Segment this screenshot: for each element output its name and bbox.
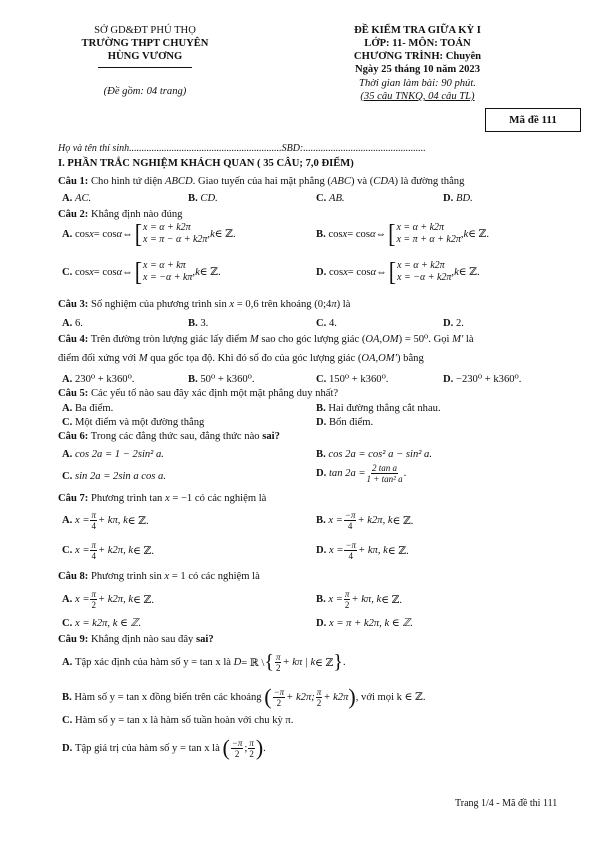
q6-option-b[interactable]: B. cos 2a = cos² a − sin² a.	[316, 449, 433, 460]
q8-option-c[interactable]: C. x = k2π, k ∈ ℤ.	[62, 618, 142, 629]
q9-d-text: Tập giá trị của hàm số y = tan x là	[74, 742, 220, 754]
question-4-line1: Câu 4: Trên đường tròn lượng giác lấy điểm M sao cho góc lượng giác (OA,OM) = 50⁰. Gọi M′ là	[58, 334, 474, 345]
q3-option-c[interactable]: C. 4.	[316, 318, 337, 329]
question-4-line2: điểm đối xứng với M qua gốc tọa độ. Khi đó số đo của góc lượng giác (OA,OM′) bằng	[58, 353, 424, 364]
question-5	[58, 388, 338, 399]
question-1: Câu 1: Cho hình tứ diện ABCD. Giao tuyến của hai mặt phẳng (ABC) và (CDA) là đường thẳng	[58, 176, 465, 187]
q8-option-a[interactable]: A. x = $\frac{\pi}{2}$ + k2π, k ∈ ℤ.	[62, 589, 154, 610]
q6-option-c[interactable]: C. sin 2a = 2sin a cos a.	[62, 471, 166, 482]
q3-option-b[interactable]: B. 3.	[188, 318, 209, 329]
question-count: (35 câu TNKQ, 04 câu TL)	[360, 91, 475, 102]
student-info-line: Họ và tên thí sinh.............................................................SBD:.................................................	[58, 143, 426, 154]
pages-note: (Đề gồm: 04 trang)	[103, 86, 187, 97]
q7-option-a[interactable]: A. x = $\frac{\pi}{4}$ + kπ, k ∈ ℤ.	[62, 510, 149, 531]
q2-label: Câu 2:	[58, 209, 89, 220]
q5-option-c[interactable]: C. Một điểm và một đường thẳng	[62, 417, 205, 428]
q9-label: Câu 9:	[58, 634, 89, 645]
q6-option-d[interactable]: D. tan 2a = $\frac{\text{2 tan a}}{\text{1 + tan² a}}$ .	[316, 463, 407, 484]
question-7: Câu 7: Phương trình tan x = −1 có các nghiệm là	[58, 493, 267, 504]
q6-label: Câu 6:	[58, 431, 89, 442]
q5-option-d[interactable]: D. Bốn điểm.	[316, 417, 374, 428]
q3-option-d[interactable]: D. 2.	[443, 318, 464, 329]
q1-option-b[interactable]: B. CD.	[188, 193, 218, 204]
school-name-line1: TRƯỜNG THPT CHUYÊN	[81, 38, 209, 49]
department-name: SỞ GD&ĐT PHÚ THỌ	[94, 25, 196, 36]
school-name-line2: HÙNG VƯƠNG	[107, 51, 183, 62]
question-8: Câu 8: Phương trình sin x = 1 có các nghiệm là	[58, 571, 260, 582]
q9-option-a[interactable]: A. Tập xác định của hàm số y = tan x là D = ℝ \ { $\frac{\pi}{2}$ + kπ | k ∈ ℤ } .	[62, 651, 346, 673]
q1-option-c[interactable]: C. AB.	[316, 193, 345, 204]
q7-option-b[interactable]: B. x = $\frac{-\pi}{4}$ + k2π, k ∈ ℤ.	[316, 510, 414, 531]
q9-option-b[interactable]: B. Hàm số y = tan x đồng biến trên các khoảng ( $\frac{-\pi}{2}$ + k2π; $\frac{\pi}{2}$ + k2π ) , với mọi k ∈ ℤ.	[62, 684, 426, 709]
class-subject: LỚP: 11- MÔN: TOÁN	[364, 38, 471, 49]
q5-option-a[interactable]: A. Ba điểm.	[62, 403, 114, 414]
q2-option-b[interactable]: B. cos x = cos α ⇔ [ x = α + k2π x = π + α + k2π , k ∈ ℤ.	[316, 218, 490, 249]
q9-b-tail: , với mọi k ∈ ℤ.	[355, 692, 426, 703]
q8-option-b[interactable]: B. x = $\frac{\pi}{2}$ + kπ, k ∈ ℤ.	[316, 589, 403, 610]
program: CHƯƠNG TRÌNH: Chuyên	[353, 51, 482, 62]
q1-option-d[interactable]: D. BD.	[443, 193, 473, 204]
q9-a-text: Tập xác định của hàm số y = tan x là	[74, 657, 231, 668]
q1-label: Câu 1:	[58, 176, 89, 187]
question-9	[58, 634, 214, 645]
q6-option-a[interactable]: A. cos 2a = 1 − 2sin² a.	[62, 449, 164, 460]
q9-option-c[interactable]: C. Hàm số y = tan x là hàm số tuần hoàn với chu kỳ π.	[62, 715, 294, 726]
question-2	[58, 209, 182, 220]
exam-code-box	[485, 108, 581, 132]
q4-label: Câu 4:	[58, 334, 89, 345]
q6-text-bold: sai?	[262, 431, 280, 442]
q8-label: Câu 8:	[58, 571, 89, 582]
q2-option-a[interactable]: A. cos x = cos α ⇔ [ x = α + k2π x = π − α + k2π , k ∈ ℤ.	[62, 218, 236, 249]
q3-option-a[interactable]: A. 6.	[62, 318, 83, 329]
q5-text: Các yếu tố nào sau đây xác định một mặt phẳng duy nhất?	[90, 388, 339, 399]
q7-label: Câu 7:	[58, 493, 89, 504]
q5-label: Câu 5:	[58, 388, 89, 399]
q9-option-d[interactable]: D. Tập giá trị của hàm số y = tan x là ( $\frac{-\pi}{2}$ ; $\frac{\pi}{2}$ ) .	[62, 735, 266, 760]
exam-title: ĐỀ KIỂM TRA GIỮA KỲ I	[354, 25, 481, 36]
q9-text-bold: sai?	[196, 634, 214, 645]
section-title: I. PHẦN TRẮC NGHIỆM KHÁCH QUAN ( 35 CÂU; 7,0 ĐIỂM)	[58, 158, 354, 169]
time-limit: Thời gian làm bài: 90 phút.	[359, 78, 476, 89]
q6-text: Trong các đẳng thức sau, đẳng thức nào	[90, 431, 260, 442]
q2-text: Khẳng định nào đúng	[90, 209, 183, 220]
question-3: Câu 3: Số nghiệm của phương trình sin x = 0,6 trên khoảng (0;4π) là	[58, 299, 351, 310]
q3-label: Câu 3:	[58, 299, 89, 310]
exam-code: Mã đề 111	[509, 114, 557, 126]
q8-option-d[interactable]: D. x = π + k2π, k ∈ ℤ.	[316, 618, 413, 629]
q9-b-text: Hàm số y = tan x đồng biến trên các khoảng	[74, 691, 262, 703]
q9-text: Khẳng định nào sau đây	[90, 634, 194, 645]
exam-date: Ngày 25 tháng 10 năm 2023	[354, 64, 481, 75]
q7-option-d[interactable]: D. x = $\frac{-\pi}{4}$ + kπ, k ∈ ℤ.	[316, 540, 409, 561]
q4-option-d[interactable]: D. −230⁰ + k360⁰.	[443, 374, 522, 385]
q2-option-d[interactable]: D. cos x = cos α ⇔ [ x = α + k2π x = −α + k2π , k ∈ ℤ.	[316, 256, 480, 287]
q4-option-b[interactable]: B. 50⁰ + k360⁰.	[188, 374, 255, 385]
q4-option-a[interactable]: A. 230⁰ + k360⁰.	[62, 374, 135, 385]
question-6	[58, 431, 280, 442]
q2-option-c[interactable]: C. cos x = cos α ⇔ [ x = α + kπ x = −α + kπ , k ∈ ℤ.	[62, 256, 221, 287]
q1-option-a[interactable]: A. AC.	[62, 193, 92, 204]
header-underline	[98, 67, 192, 68]
q7-option-c[interactable]: C. x = $\frac{\pi}{4}$ + k2π, k ∈ ℤ.	[62, 540, 154, 561]
q5-option-b[interactable]: B. Hai đường thẳng cắt nhau.	[316, 403, 441, 414]
page-footer: Trang 1/4 - Mã đề thi 111	[455, 798, 558, 809]
q4-option-c[interactable]: C. 150⁰ + k360⁰.	[316, 374, 389, 385]
